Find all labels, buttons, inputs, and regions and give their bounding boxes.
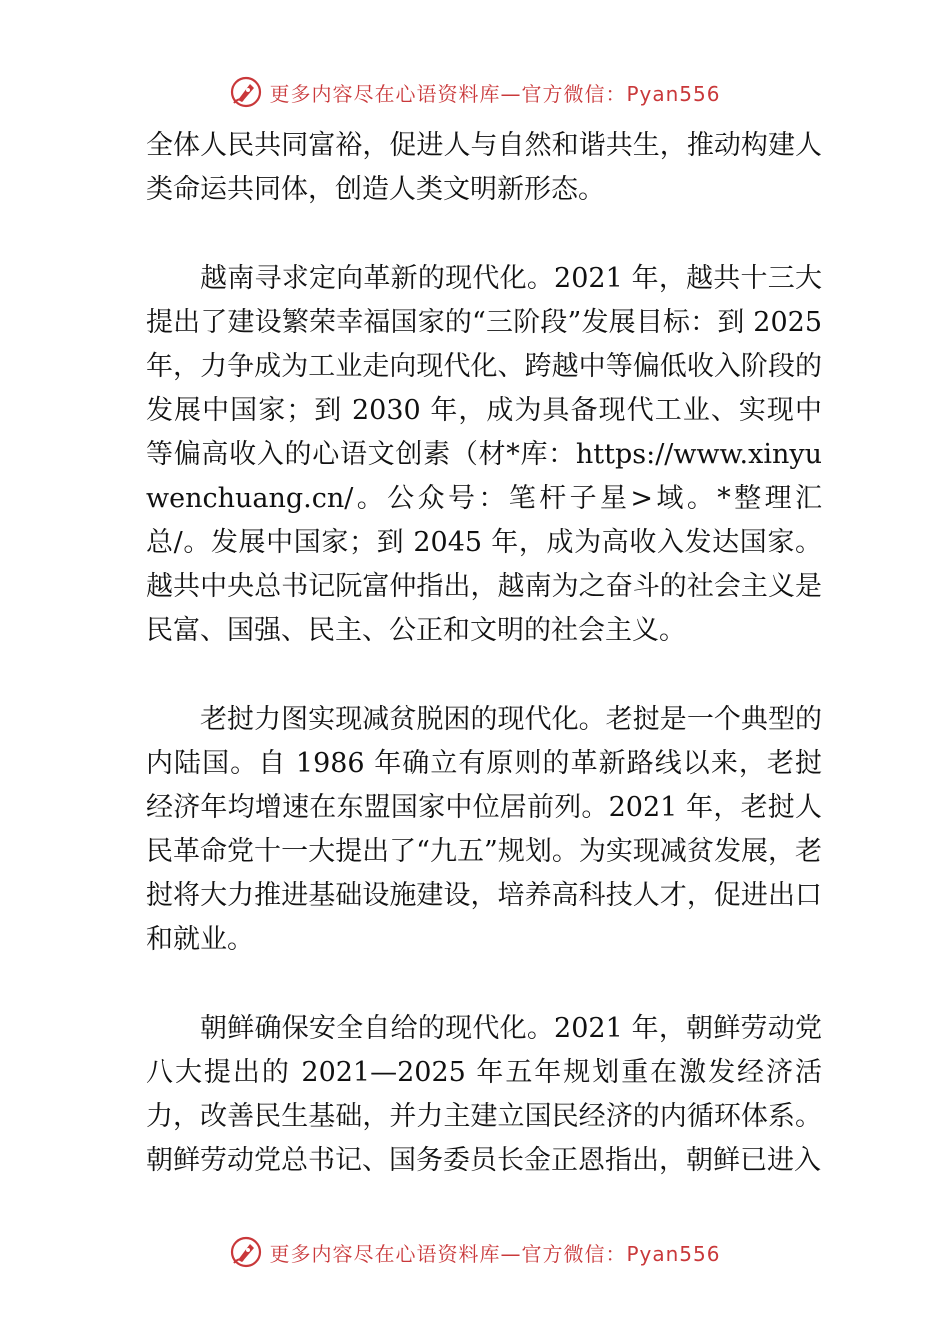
paragraph-4: 朝鲜确保安全自给的现代化。2021 年，朝鲜劳动党八大提出的 2021—2025 年五年规划重在激发经济活力，改善民生基础，并力主建立国民经济的内循环体系。朝鲜劳动党总书记、国务委员长金正恩指出，朝鲜已进入 [146, 1013, 822, 1176]
footer-watermark-banner [0, 1232, 950, 1272]
pen-nib-logo-icon [229, 1235, 263, 1269]
header-watermark-text: 更多内容尽在心语资料库—官方微信：Pyan556 [269, 81, 721, 106]
paragraph-1: 全体人民共同富裕，促进人与自然和谐共生，推动构建人类命运共同体，创造人类文明新形态。 [146, 130, 822, 205]
document-body [146, 124, 822, 1183]
paragraph-3: 老挝力图实现减贫脱困的现代化。老挝是一个典型的内陆国。自 1986 年确立有原则的革新路线以来，老挝经济年均增速在东盟国家中位居前列。2021 年，老挝人民革命党十一大提出了“九五”规划。为实现减贫发展，老挝将大力推进基础设施建设，培养高科技人才，促进出口和就业。 [146, 704, 822, 955]
footer-watermark-text: 更多内容尽在心语资料库—官方微信：Pyan556 [269, 1241, 721, 1266]
pen-nib-logo-icon [229, 75, 263, 109]
paragraph-2: 越南寻求定向革新的现代化。2021 年，越共十三大提出了建设繁荣幸福国家的“三阶段”发展目标：到 2025 年，力争成为工业走向现代化、跨越中等偏低收入阶段的发展中国家；到 2030 年，成为具备现代工业、实现中等偏高收入的心语文创素（材*库：https://www.xinyuwenchuang.cn/。公众号：笔杆子星>域。*整理汇总/。发展中国家；到 2045 年，成为高收入发达国家。越共中央总书记阮富仲指出，越南为之奋斗的社会主义是民富、国强、民主、公正和文明的社会主义。 [146, 263, 822, 646]
header-watermark-banner [0, 72, 950, 112]
